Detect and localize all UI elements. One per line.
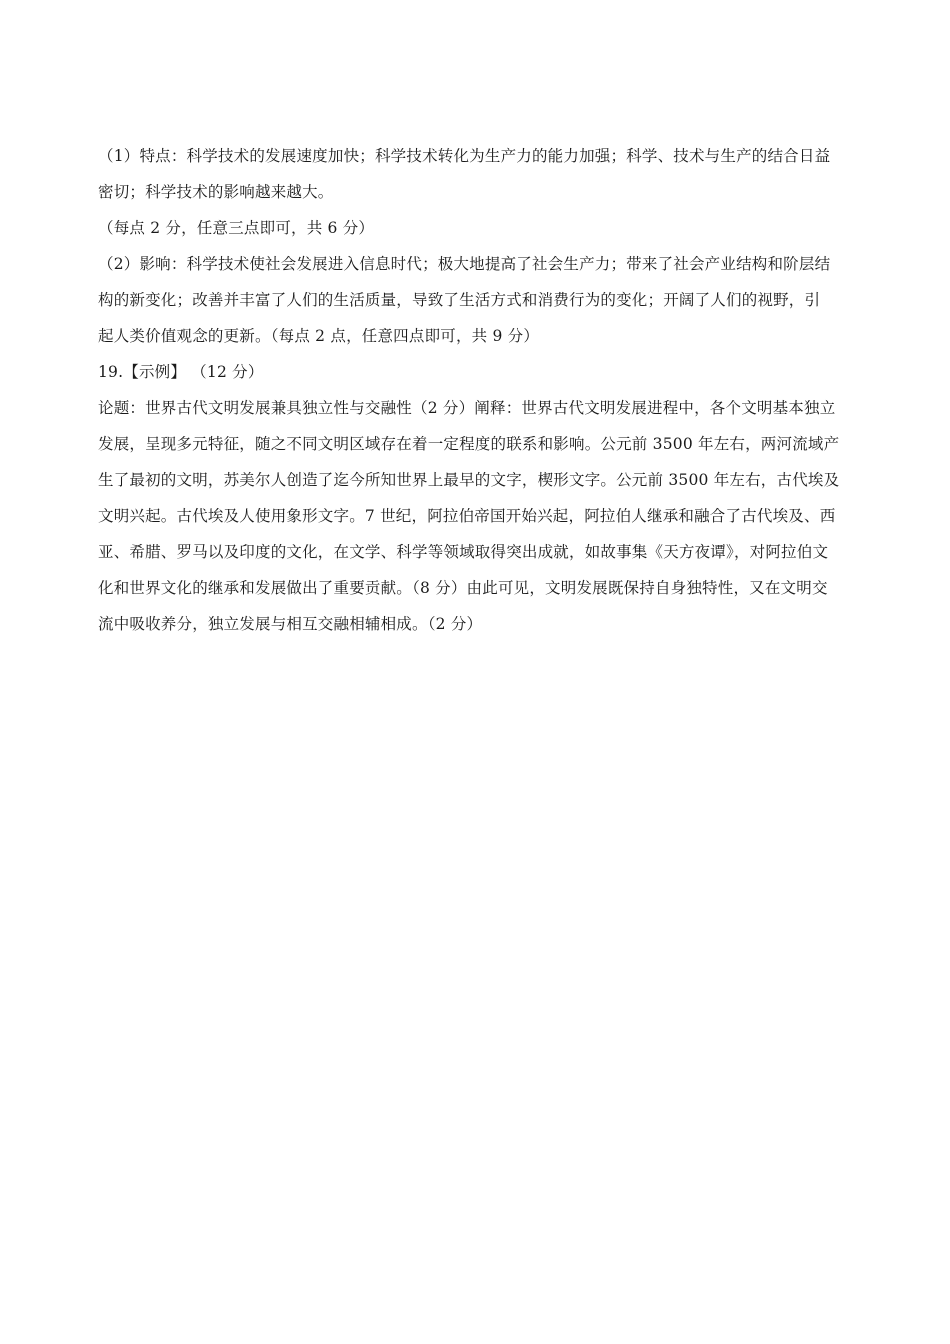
- answer-19-line-3: 生了最初的文明，苏美尔人创造了迄今所知世界上最早的文字，楔形文字。公元前 3500 年左右，古代埃及: [98, 471, 840, 489]
- answer-document: [98, 138, 853, 642]
- answer-part-1-line-1: （1）特点：科学技术的发展速度加快；科学技术转化为生产力的能力加强；科学、技术与生产的结合日益: [98, 147, 831, 165]
- answer-19-line-2: 发展，呈现多元特征，随之不同文明区域存在着一定程度的联系和影响。公元前 3500 年左右，两河流域产: [98, 435, 840, 453]
- answer-19-line-7: 流中吸收养分，独立发展与相互交融相辅相成。（2 分）: [98, 615, 483, 633]
- answer-part-2-line-1: （2）影响：科学技术使社会发展进入信息时代；极大地提高了社会生产力；带来了社会产业结构和阶层结: [98, 255, 831, 273]
- answer-part-2-line-2: 构的新变化；改善并丰富了人们的生活质量，导致了生活方式和消费行为的变化；开阔了人们的视野，引: [98, 291, 821, 309]
- answer-part-1-scoring: （每点 2 分，任意三点即可，共 6 分）: [98, 219, 375, 237]
- answer-part-1-line-2: 密切；科学技术的影响越来越大。: [98, 183, 334, 201]
- answer-part-2-line-3: 起人类价值观念的更新。（每点 2 点，任意四点即可，共 9 分）: [98, 327, 540, 345]
- answer-19-line-4: 文明兴起。古代埃及人使用象形文字。7 世纪，阿拉伯帝国开始兴起，阿拉伯人继承和融合了古代埃及、西: [98, 507, 836, 525]
- answer-19-line-6: 化和世界文化的继承和发展做出了重要贡献。（8 分）由此可见，文明发展既保持自身独特性，又在文明交: [98, 579, 828, 597]
- answer-19-line-5: 亚、希腊、罗马以及印度的文化，在文学、科学等领域取得突出成就，如故事集《天方夜谭》，对阿拉伯文: [98, 543, 829, 561]
- answer-19-line-1: 论题：世界古代文明发展兼具独立性与交融性（2 分）阐释：世界古代文明发展进程中，各个文明基本独立: [98, 399, 836, 417]
- question-19-heading: 19.【示例】 （12 分）: [98, 363, 264, 381]
